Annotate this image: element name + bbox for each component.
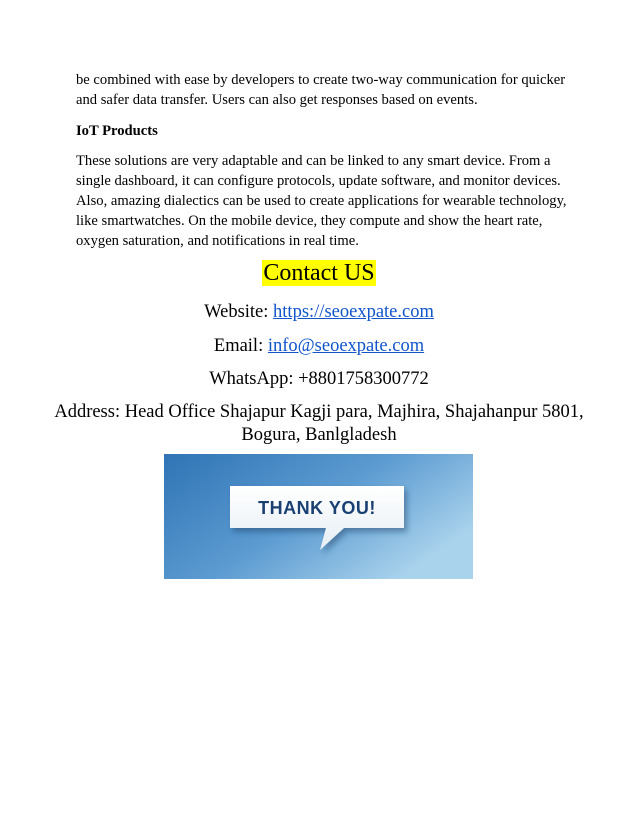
thank-you-text: THANK YOU! <box>258 498 376 518</box>
thank-you-illustration <box>164 454 473 579</box>
whatsapp-line: WhatsApp: +8801758300772 <box>209 369 429 389</box>
website-line <box>0 300 638 324</box>
website-link[interactable]: https://seoexpate.com <box>273 302 434 322</box>
contact-title-highlight: Contact US <box>263 260 375 286</box>
email-label: Email: <box>213 336 268 356</box>
website-label: Website: <box>204 302 274 322</box>
email-link[interactable]: info@seoexpate.com <box>267 336 425 356</box>
paragraph-iot-products: These solutions are very adaptable and can be linked to any smart device. From a single dashboard, it can configure protocols, update software, and monitor devices. Also, amazing dialectics can be used to create applications for wearable technology, like smartwatches. On the mobile device, they compute and show the heart rate, oxygen saturation, and notifications in real time. <box>76 153 567 249</box>
address-line-1: Address: Head Office Shajapur Kagji para, Majhira, Shajahanpur 5801, <box>54 402 584 422</box>
address-line-2: Bogura, Banlgladesh <box>241 425 397 445</box>
contact-title <box>0 258 638 288</box>
paragraph-intro: be combined with ease by developers to create two-way communication for quicker and safer data transfer. Users can also get responses based on events. <box>76 72 566 108</box>
section-heading-iot-products: IoT Products <box>76 123 158 139</box>
thank-you-image <box>164 454 473 579</box>
address-block <box>40 401 598 447</box>
email-line <box>0 334 638 358</box>
